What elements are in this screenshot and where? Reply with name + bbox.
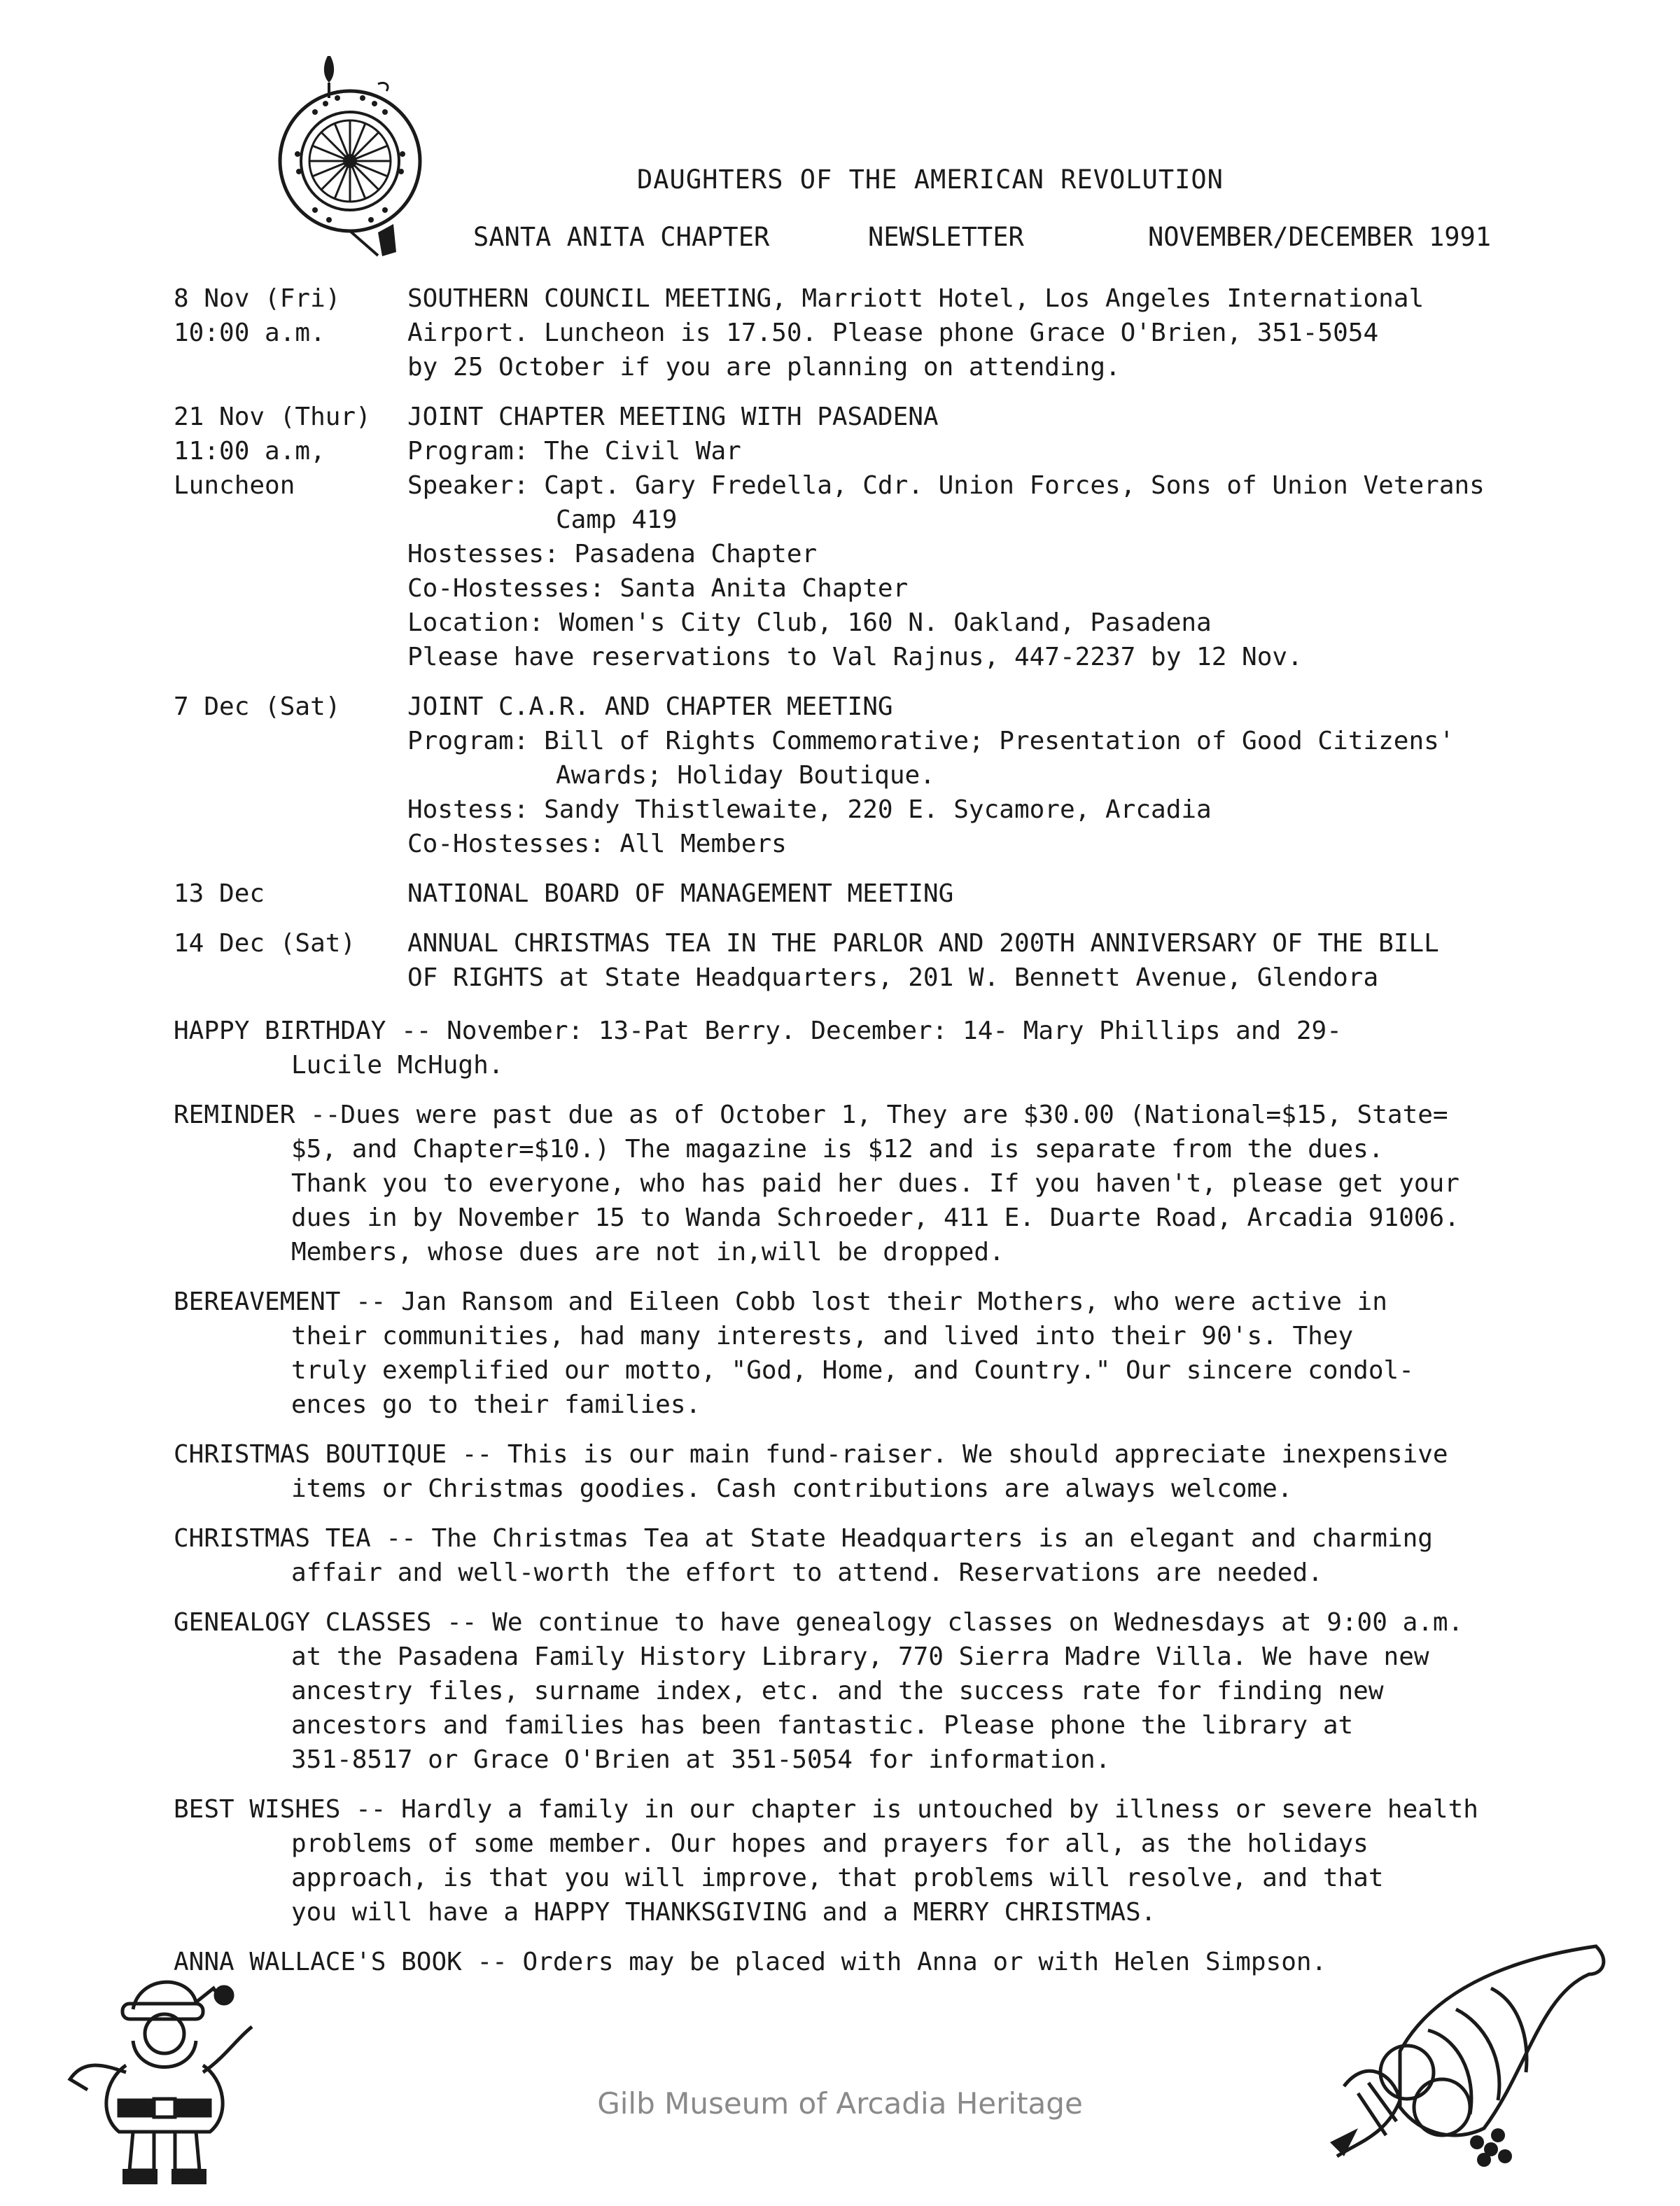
notice-line: dues in by November 15 to Wanda Schroeder, 411 E. Duarte Road, Arcadia 91006. [291,1203,1460,1232]
event-time: 11:00 a.m, [174,437,326,466]
notice-line: ences go to their families. [291,1390,701,1419]
event-item [174,926,1609,995]
notice-line: ancestors and families has been fantastic. Please phone the library at [291,1711,1354,1740]
notice-line: their communities, had many interests, and lived into their 90's. They [291,1322,1354,1350]
event-detail: Hostesses: Pasadena Chapter [407,540,818,568]
event-detail: Camp 419 [556,505,678,534]
events-calendar [174,281,1609,1010]
notice-line: problems of some member. Our hopes and prayers for all, as the holidays [291,1829,1368,1858]
event-detail: Awards; Holiday Boutique. [556,761,935,790]
event-date: 8 Nov (Fri) [174,284,341,313]
notice-line: Lucile McHugh. [291,1051,504,1080]
event-date: 7 Dec (Sat) [174,692,341,721]
notice-line: CHRISTMAS BOUTIQUE -- This is our main fund-raiser. We should appreciate inexpensive [174,1440,1448,1469]
notice-birthdays [174,1014,1616,1082]
notice-line: truly exemplified our motto, "God, Home, and Country." Our sincere condol- [291,1356,1414,1385]
event-detail: Co-Hostesses: Santa Anita Chapter [407,574,909,603]
notice-line: GENEALOGY CLASSES -- We continue to have genealogy classes on Wednesdays at 9:00 a.m. [174,1608,1464,1637]
event-item [174,281,1609,384]
notice-line: BEST WISHES -- Hardly a family in our chapter is untouched by illness or severe health [174,1795,1478,1824]
notice-line: 351-8517 or Grace O'Brien at 351-5054 for information. [291,1745,1111,1774]
notice-line: REMINDER --Dues were past due as of October 1, They are $30.00 (National=$15, State= [174,1101,1448,1129]
notice-line: ANNA WALLACE'S BOOK -- Orders may be placed with Anna or with Helen Simpson. [174,1948,1327,1976]
event-detail: OF RIGHTS at State Headquarters, 201 W. Bennett Avenue, Glendora [407,963,1379,992]
event-date: 13 Dec [174,879,265,908]
event-detail: Speaker: Capt. Gary Fredella, Cdr. Union Forces, Sons of Union Veterans [407,471,1485,500]
event-date: 21 Nov (Thur) [174,403,371,431]
santa-claus-icon [56,1960,266,2191]
event-item [174,877,1609,911]
event-detail: Location: Women's City Club, 160 N. Oakland, Pasadena [407,608,1212,637]
notice-line: approach, is that you will improve, that problems will resolve, and that [291,1864,1384,1892]
event-detail: Co-Hostesses: All Members [407,830,787,858]
event-item [174,690,1609,861]
notice-christmas-boutique [174,1437,1616,1506]
event-date: 14 Dec (Sat) [174,929,356,958]
notice-line: affair and well-worth the effort to attend. Reservations are needed. [291,1558,1323,1587]
event-title: ANNUAL CHRISTMAS TEA IN THE PARLOR AND 200TH ANNIVERSARY OF THE BILL [407,929,1439,958]
notice-best-wishes [174,1792,1616,1929]
event-detail: Please have reservations to Val Rajnus, 447-2237 by 12 Nov. [407,643,1303,671]
event-title: JOINT C.A.R. AND CHAPTER MEETING [407,692,893,721]
event-title: SOUTHERN COUNCIL MEETING, Marriott Hotel, Los Angeles International [407,284,1424,313]
notice-line: Thank you to everyone, who has paid her dues. If you haven't, please get your [291,1169,1460,1198]
museum-watermark: Gilb Museum of Arcadia Heritage [597,2086,1083,2121]
event-detail: Hostess: Sandy Thistlewaite, 220 E. Sycamore, Arcadia [407,795,1212,824]
notice-bereavement [174,1285,1616,1422]
notices-section [174,1014,1616,1995]
event-item [174,400,1609,674]
publication-type: NEWSLETTER [868,222,1024,252]
event-title: NATIONAL BOARD OF MANAGEMENT MEETING [407,879,954,908]
chapter-name: SANTA ANITA CHAPTER [473,222,770,252]
notice-dues-reminder [174,1098,1616,1269]
notice-line: at the Pasadena Family History Library, 770 Sierra Madre Villa. We have new [291,1642,1429,1671]
dar-seal-icon [273,49,427,266]
event-meal: Luncheon [174,471,295,500]
event-detail: Program: The Civil War [407,437,741,466]
issue-date: NOVEMBER/DECEMBER 1991 [1148,222,1492,252]
event-time: 10:00 a.m. [174,319,326,347]
notice-line: CHRISTMAS TEA -- The Christmas Tea at State Headquarters is an elegant and charming [174,1524,1433,1553]
notice-line: ancestry files, surname index, etc. and the success rate for finding new [291,1677,1384,1705]
event-detail: Airport. Luncheon is 17.50. Please phone Grace O'Brien, 351-5054 [407,319,1379,347]
event-title: JOINT CHAPTER MEETING WITH PASADENA [407,403,939,431]
event-detail: Program: Bill of Rights Commemorative; Presentation of Good Citizens' [407,727,1455,755]
notice-line: you will have a HAPPY THANKSGIVING and a MERRY CHRISTMAS. [291,1898,1156,1927]
notice-christmas-tea [174,1521,1616,1590]
notice-genealogy-classes [174,1605,1616,1777]
notice-line: Members, whose dues are not in,will be dropped. [291,1238,1004,1266]
notice-line: HAPPY BIRTHDAY -- November: 13-Pat Berry. December: 14- Mary Phillips and 29- [174,1017,1342,1045]
event-detail: by 25 October if you are planning on attending. [407,353,1121,382]
notice-line: $5, and Chapter=$10.) The magazine is $12 and is separate from the dues. [291,1135,1384,1164]
notice-line: BEREAVEMENT -- Jan Ransom and Eileen Cobb lost their Mothers, who were active in [174,1287,1387,1316]
notice-line: items or Christmas goodies. Cash contributions are always welcome. [291,1474,1293,1503]
cornucopia-icon [1316,1932,1624,2184]
org-title: DAUGHTERS OF THE AMERICAN REVOLUTION [637,165,1224,195]
